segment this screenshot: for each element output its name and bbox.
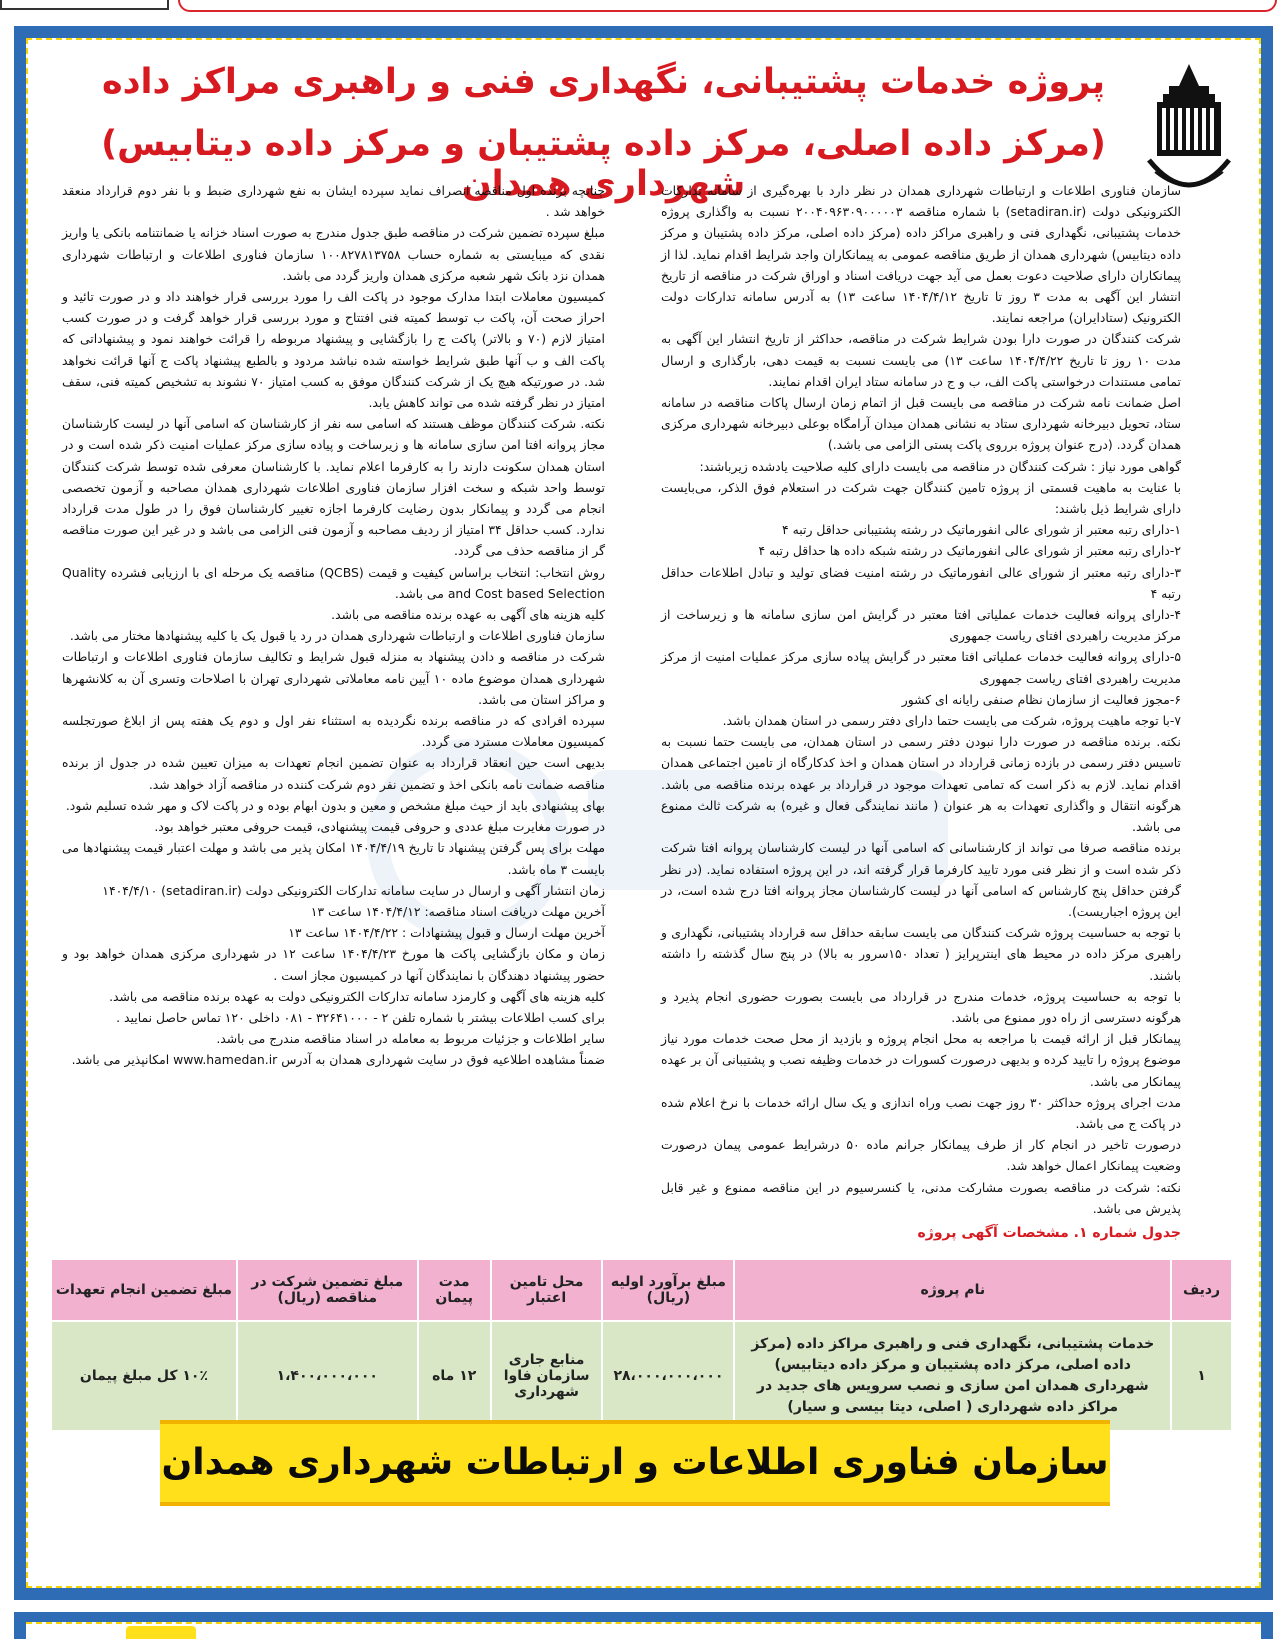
ad-title-line-1: پروژه خدمات پشتیبانی، نگهداری فنی و راهبری مراکز داده — [101, 62, 1106, 102]
cell-bid-guarantee: ۱،۴۰۰،۰۰۰،۰۰۰ — [237, 1321, 418, 1431]
footer-organization-banner: سازمان فناوری اطلاعات و ارتباطات شهرداری همدان — [160, 1420, 1110, 1506]
requirement-item: ۷-با توجه ماهیت پروژه، شرکت می بایست حتما دارای دفتر رسمی در استان همدان باشد. — [722, 713, 1181, 729]
contact-paragraph: برای کسب اطلاعات بیشتر با شماره تلفن ۲ - ۳۲۶۴۱۰۰۰ - ۰۸۱ داخلی ۱۲۰ تماس حاصل نمایید . — [116, 1009, 605, 1025]
ad-frame — [14, 26, 1273, 1600]
header-funding: محل تامین اعتبار — [491, 1259, 603, 1321]
left-paragraph: کلیه هزینه های آگهی به عهده برنده مناقصه می باشد. — [331, 607, 605, 623]
right-paragraph: برنده مناقصه صرفا می تواند از کارشناسانی که اسامی آنها در لیست کارشناسان پروانه افتا شرکت ذکر شده است و از نظر فنی مورد تایید کارفرما قرار گرفته اند، در این پروژه استفاده نماید. (در نظر گرفتن حداقل پنج کارشناس که اسامی آنها در لیست کارشناسان مجاز پروانه افتا درج شده است، در این پروژه اجباریست). — [661, 840, 1181, 919]
left-paragraph: در صورت مغایرت مبلغ عددی و حروفی قیمت پیشنهادی، قیمت حروفی معتبر خواهد بود. — [154, 819, 605, 835]
left-paragraph: نکته. شرکت کنندگان موظف هستند که اسامی سه نفر از کارشناسان که اسامی آنها در لیست کارشناسان مجاز پروانه افتا امن سازی سامانه ها و زیرساخت و پیاده سازی مرکز عملیات امنیت ذکر شده است و در استان همدان سکونت دارند را به کارفرما اعلام نماید. با کارشناسان معرفی شده توسط شرکت کنندگان توسط واحد شبکه و سخت افزار سازمان فناوری اطلاعات شهرداری همدان مصاحبه و آزمون تخصصی انجام می گردد و پیمانکار بدون رضایت کارفرما اجازه تغییر کارشناسان فوق را در طول مدت قرارداد ندارد. کسب حداقل ۳۴ امتیاز از ردیف مصاحبه و آزمون فنی الزامی می باشد و در غیر این صورت مناقصه گر از مناقصه حذف می گردد. — [62, 416, 605, 559]
header-duration: مدت پیمان — [418, 1259, 491, 1321]
left-paragraph: سازمان فناوری اطلاعات و ارتباطات شهرداری همدان در رد یا قبول یک یا کلیه پیشنهادها مختار می باشد. — [69, 628, 605, 644]
left-paragraph: مبلغ سپرده تضمین شرکت در مناقصه طبق جدول مندرج به صورت اسناد خزانه یا ضمانتنامه بانکی یا واریز نقدی که میبایستی به شماره حساب ۱۰۰۸۲۷۸۱۳۷۵۸ سازمان فناوری اطلاعات و ارتباطات شهرداری همدان نزد بانک شهر شعبه مرکزی همدان واریز گردد می باشد. — [62, 225, 605, 283]
left-paragraph: زمان انتشار آگهی و ارسال در سایت سامانه تدارکات الکترونیکی دولت (setadiran.ir) ۱۴۰۴/۴/۱۰ — [102, 882, 605, 898]
cell-performance-guarantee: ۱۰٪ کل مبلغ پیمان — [51, 1321, 237, 1431]
top-left-box — [0, 0, 169, 10]
left-column — [62, 180, 605, 1071]
header-index: ردیف — [1171, 1259, 1232, 1321]
deadline-line: آخرین مهلت ارسال و قبول پیشنهادات : ۱۴۰۴/۴/۲۲ ساعت ۱۳ — [288, 925, 605, 941]
left-paragraph: بدیهی است حین انعقاد قرارداد به عنوان تضمین انجام تعهدات به میزان تعیین شده در جدول از برنده مناقصه ضمانت نامه بانکی اخذ و تضمین نفر دوم شرکت کننده در مناقصه آزاد خواهد شد. — [62, 755, 605, 792]
left-paragraph: بهای پیشنهادی باید از حیث مبلغ مشخص و معین و بدون ابهام بوده و در پاکت لاک و مهر شده تسلیم شود. — [65, 797, 605, 813]
left-paragraph: سپرده افرادی که در مناقصه برنده نگردیده به استثناء نفر اول و دوم یک هفته پس از ابلاغ صورتجلسه کمیسیون معاملات مسترد می گردد. — [62, 713, 605, 750]
requirement-item: ۲-دارای رتبه معتبر از شورای عالی انفورماتیک در رشته شبکه داده ها حداقل رتبه ۴ — [758, 543, 1181, 559]
next-ad-body — [26, 1622, 1261, 1639]
requirement-item: ۶-مجوز فعالیت از سازمان نظام صنفی رایانه ای کشور — [901, 691, 1181, 707]
ad-title-line-2: (مرکز داده اصلی، مرکز داده پشتیبان و مرکز داده دیتابیس) شهرداری همدان — [101, 124, 1106, 204]
deadline-line: آخرین مهلت دریافت اسناد مناقصه: ۱۴۰۴/۴/۱۲ ساعت ۱۳ — [310, 903, 605, 919]
right-paragraph: اصل ضمانت نامه شرکت در مناقصه می بایست قبل از اتمام زمان ارسال پاکات مناقصه در سامانه ستاد، تحویل دبیرخانه شهرداری ستاد به نشانی همدان میدان آرامگاه بوعلی دبیرخانه شهرداری مرکزی همدان گردد. (درج عنوان پروژه برروی پاکت پستی الزامی می باشد.) — [661, 395, 1181, 453]
project-table — [50, 1258, 1233, 1432]
right-paragraph: گواهی مورد نیاز : شرکت کنندگان در مناقصه می بایست دارای کلیه صلاحیت یادشده زیرباشند: — [699, 458, 1181, 474]
left-paragraph: زمان و مکان بازگشایی پاکت ها مورخ ۱۴۰۴/۴/۲۳ ساعت ۱۲ در شهرداری مرکزی همدان خواهد بود و حضور پیشنهاد دهندگان با نمایندگان آنها در کمیسیون مجاز است . — [62, 946, 606, 983]
next-ad-tab — [126, 1626, 196, 1639]
header-performance-guarantee: مبلغ تضمین انجام تعهدات — [51, 1259, 237, 1321]
left-paragraph: روش انتخاب: انتخاب براساس کیفیت و قیمت (QCBS) مناقصه یک مرحله ای با ارزیابی فشرده Quality and Cost based Selection می باشد. — [62, 564, 605, 601]
right-paragraph: با عنایت به ماهیت قسمتی از پروژه تامین کنندگان جهت شرکت در استعلام فوق الذکر، می‌بایست دارای شرایط ذیل باشند: — [661, 479, 1181, 517]
cell-index: ۱ — [1171, 1321, 1232, 1431]
requirement-item: ۵-دارای پروانه فعالیت خدمات عملیاتی افتا معتبر در گرایش پیاده سازی مرکز عملیات امنیت از مرکز مدیریت راهبردی افتای ریاست جمهوری — [661, 649, 1181, 686]
left-paragraph: کمیسیون معاملات ابتدا مدارک موجود در پاکت الف را مورد بررسی قرار خواهند داد و در صورت تائید و احراز صحت آن، پاکت ب توسط کمیته فنی افتتاح و مورد بررسی قرار خواهد گرفت و در صورت کسب امتیاز لازم (۷۰ و بالاتر) پاکت ج را بازگشایی و پیشنهاد مربوطه را قرائت خواهند نمود و پیشنهاداتی که پاکت الف و ب آنها طبق شرایط خواسته شده نباشد مردود و بالطبع پیشنهاد پاکت ج آنها قرائت نخواهد شد. در صورتیکه هیچ یک از شرکت کنندگان موفق به کسب امتیاز ۷۰ نشوند به تشخیص کمیته فنی، سقف امتیاز در نظر گرفته شده می تواند کاهش یابد. — [62, 289, 605, 411]
requirement-item: ۱-دارای رتبه معتبر از شورای عالی انفورماتیک در رشته پشتیبانی حداقل رتبه ۴ — [782, 522, 1181, 538]
left-paragraph: سایر اطلاعات و جزئیات مربوط به معامله در اسناد مناقصه مندرج می باشد. — [216, 1031, 605, 1047]
requirement-item: ۴-دارای پروانه فعالیت خدمات عملیاتی افتا معتبر در گرایش امن سازی سامانه ها و زیرساخت از مرکز مدیریت راهبردی افتای ریاست جمهوری — [661, 607, 1181, 644]
table-row — [51, 1321, 1232, 1431]
left-paragraph: چنانچه برنده اول مناقصه انصراف نماید سپرده ایشان به نفع شهرداری ضبط و با نفر دوم قرارداد منعقد خواهد شد . — [62, 183, 605, 220]
right-paragraph: با توجه به حساسیت پروژه شرکت کنندگان می بایست سابقه حداقل سه قرارداد پشتیبانی، نگهداری و راهبری مرکز داده در محیط های اینترپرایز ( تعداد ۱۵۰سرور به بالا) در پنج سال گذشته را داشته باشند. — [661, 925, 1181, 983]
cell-estimate: ۲۸،۰۰۰،۰۰۰،۰۰۰ — [602, 1321, 734, 1431]
right-paragraph: نکته: شرکت در مناقصه بصورت مشارکت مدنی، یا کنسرسیوم در این مناقصه ممنوع و غیر قابل پذیرش می باشد. — [661, 1179, 1181, 1216]
right-paragraph: مدت اجرای پروژه حداکثر ۳۰ روز جهت نصب وراه اندازی و یک سال ارائه خدمات با نرخ اعلام شده در پاکت ج می باشد. — [661, 1094, 1182, 1131]
right-paragraph: با توجه به حساسیت پروژه، خدمات مندرج در قرارداد می بایست بصورت حضوری انجام پذیرد و هرگونه دسترسی از راه دور ممنوع می باشد. — [661, 988, 1181, 1025]
right-paragraph: سازمان فناوری اطلاعات و ارتباطات شهرداری همدان در نظر دارد با بهره‌گیری از سامانه تدارکات الکترونیکی دولت (setadiran.ir) با شماره مناقصه ۲۰۰۴۰۹۶۳۰۹۰۰۰۰۰۳ نسبت به واگذاری پروژه خدمات پشتیبانی، نگهداری فنی و راهبری مراکز داده (مرکز داده اصلی، مرکز داده پشتیبان و مرکز داده دیتابیس) شهرداری همدان از طریق مناقصه عمومی به پیمانکاران واجد شرایط اقدام نماید. لذا از پیمانکاران دارای صلاحیت دعوت بعمل می آید جهت دریافت اسناد و اوراق شرکت در مناقصه از تاریخ انتشار این آگهی به مدت ۳ روز تا تاریخ ۱۴۰۴/۴/۱۲ ساعت ۱۳) به آدرس سامانه تدارکات دولت الکترونیک (ستادایران) مراجعه نمایند. — [661, 183, 1182, 326]
right-column — [661, 180, 1181, 1244]
right-paragraph: نکته. برنده مناقصه در صورت دارا نبودن دفتر رسمی در استان همدان، می بایست حتما نسبت به تاسیس دفتر رسمی در بازده زمانی قرارداد در استان همدان و اخذ کدکارگاه از تامین اجتماعی همدان اقدام نماید. لازم به ذکر است که تمامی تعهدات موجود در قرارداد بر عهده برنده مناقصه می باشد. هرگونه انتقال و واگذاری تعهدات به هر عنوان ( مانند نمایندگی فعال و غیره) به شرکت ثالث ممنوع می باشد. — [661, 734, 1181, 835]
right-paragraph: درصورت تاخیر در انجام کار از طرف پیمانکار جرانم ماده ۵۰ درشرایط عمومی پیمان درصورت وضعیت پیمانکار اعمال خواهد شد. — [661, 1137, 1181, 1174]
right-paragraph: پیمانکار قبل از ارائه قیمت با مراجعه به محل انجام پروژه و بازدید از محل صحت خدمات مورد نیاز موضوع پروژه را تایید کرده و بدیهی درصورت کسورات در خدمات وظیفه نصب و پشتیبانی آن بر عهده پیمانکار می باشد. — [661, 1031, 1181, 1089]
next-ad-strip — [14, 1612, 1273, 1639]
header-bid-guarantee: مبلغ تضمین شرکت در مناقصه (ریال) — [237, 1259, 418, 1321]
cell-funding: منابع جاری سازمان فاوا شهرداری — [491, 1321, 603, 1431]
left-paragraph: مهلت برای پس گرفتن پیشنهاد تا تاریخ ۱۴۰۴/۴/۱۹ امکان پذیر می باشد و مهلت اعتبار قیمت پیشنهادها می بایست ۳ ماه باشد. — [62, 840, 606, 877]
top-red-box — [178, 0, 1277, 12]
right-paragraph: شرکت کنندگان در صورت دارا بودن شرایط شرکت در مناقصه، حداکثر از تاریخ انتشار این آگهی به مدت ۱۰ روز تا تاریخ ۱۴۰۴/۴/۲۲ ساعت ۱۳) می بایست نسبت به قیمت دهی، بارگذاری و ارسال تمامی مستندات درخواستی پاکت الف، ب و ج در سامانه ستاد ایران اقدام نمایند. — [661, 331, 1181, 389]
ad-body — [26, 38, 1261, 1588]
top-strip — [0, 0, 1287, 18]
left-paragraph: شرکت در مناقصه و دادن پیشنهاد به منزله قبول شرایط و تکالیف سازمان فناوری اطلاعات و ارتباطات شهرداری همدان موضوع ماده ۱۰ آیین نامه معاملاتی شهرداری تهران با اصلاحات وتسری آن به کلانشهرها و مراکز استان می باشد. — [62, 649, 605, 707]
website-paragraph: ضمناً مشاهده اطلاعیه فوق در سایت شهرداری همدان به آدرس www.hamedan.ir امکانپذیر می باشد. — [71, 1052, 605, 1068]
table-caption: جدول شماره ۱. مشخصات آگهی پروژه — [917, 1224, 1181, 1241]
table-header-row — [51, 1259, 1232, 1321]
header-estimate: مبلغ برآورد اولیه (ریال) — [602, 1259, 734, 1321]
left-paragraph: کلیه هزینه های آگهی و کارمزد سامانه تدارکات الکترونیکی دولت به عهده برنده مناقصه می باشد. — [109, 988, 605, 1004]
cell-project-name: خدمات پشتیبانی، نگهداری فنی و راهبری مراکز داده (مرکز داده اصلی، مرکز داده پشتیبان و مرکز داده دیتابیس) شهرداری همدان امن سازی و نصب سرویس های جدید در مراکز داده شهرداری ( اصلی، دیتا بیسی و سیار) — [734, 1321, 1171, 1431]
header-project-name: نام پروژه — [734, 1259, 1171, 1321]
requirement-item: ۳-دارای رتبه معتبر از شورای عالی انفورماتیک در رشته امنیت فضای تولید و تبادل اطلاعات حداقل رتبه ۴ — [661, 564, 1181, 601]
cell-duration: ۱۲ ماه — [418, 1321, 491, 1431]
